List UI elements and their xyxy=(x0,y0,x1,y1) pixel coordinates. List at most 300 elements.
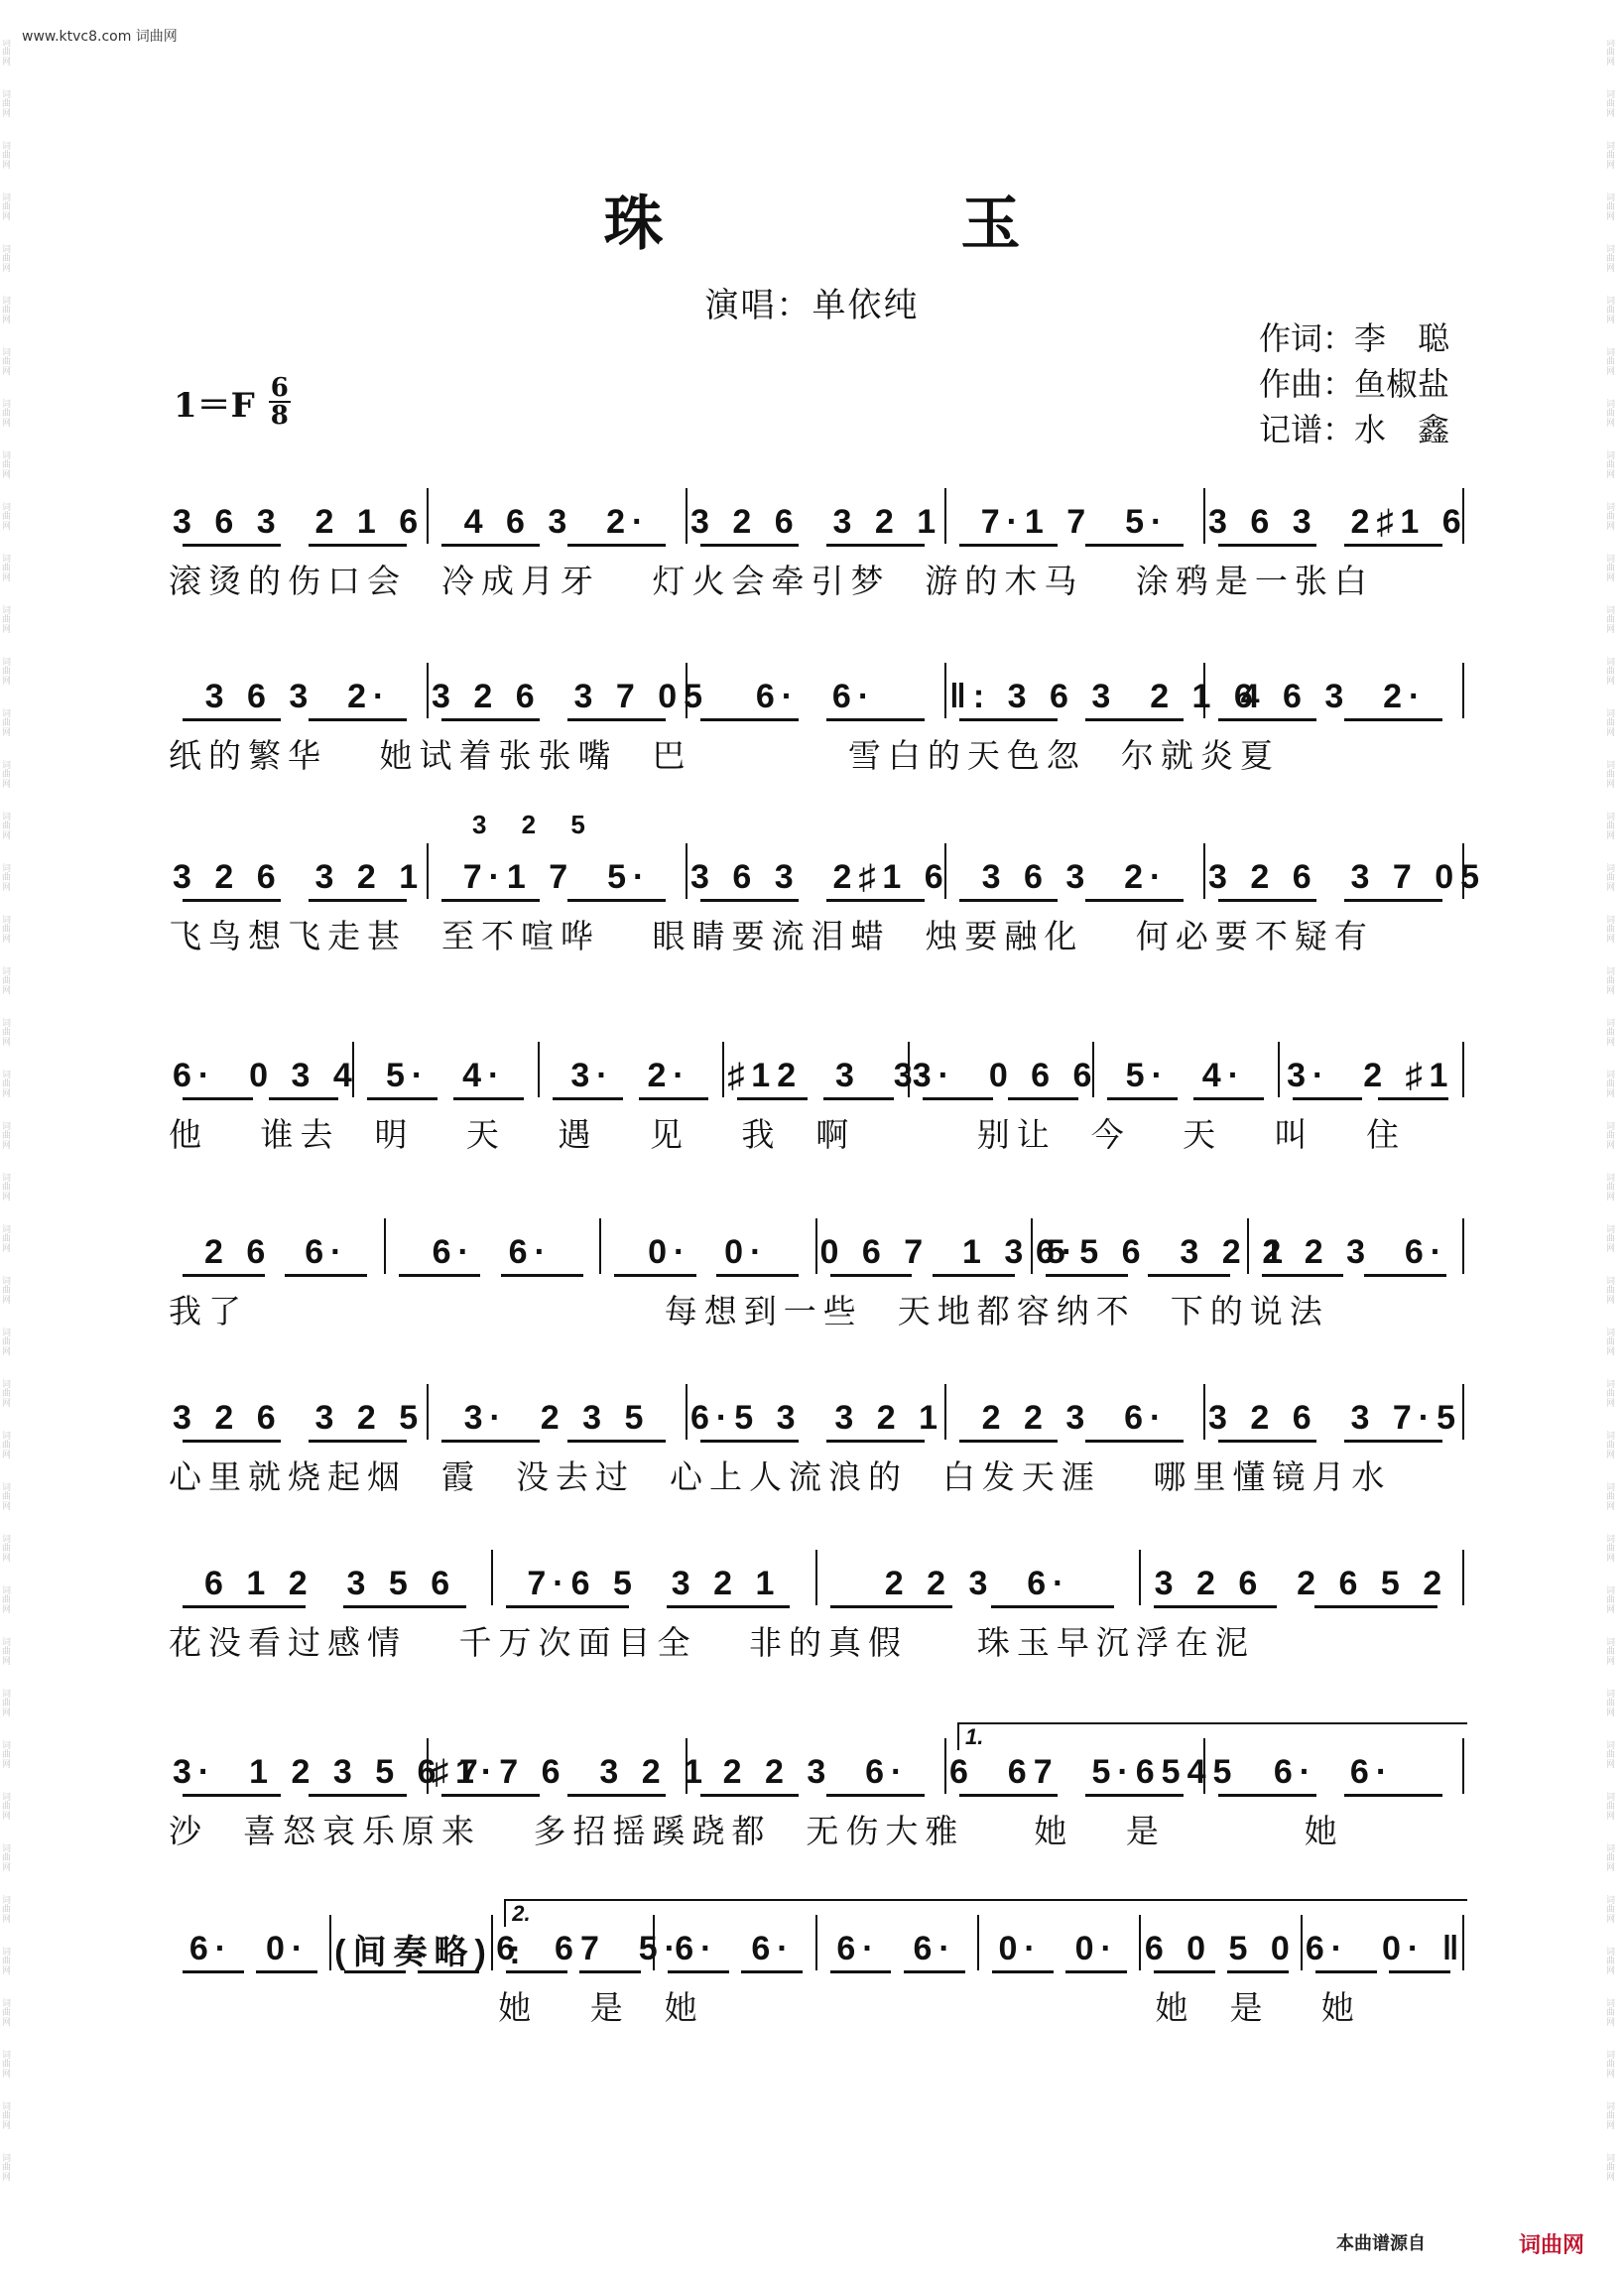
measure: (间奏略) : xyxy=(334,1933,528,1971)
measure: 3 6 3 2♯1 6 xyxy=(690,857,950,896)
system-6 xyxy=(169,1374,1463,1503)
barline xyxy=(1092,1042,1094,1097)
beam xyxy=(1154,1605,1277,1608)
barline xyxy=(491,1550,493,1605)
watermark-text: 词曲网 xyxy=(1606,967,1616,996)
measure: 2 2 3 6· xyxy=(722,1752,910,1791)
watermark-text: 词曲网 xyxy=(1606,864,1616,893)
watermark-text: 词曲网 xyxy=(2,142,12,171)
watermark-text: 词曲网 xyxy=(1606,761,1616,790)
barline xyxy=(1462,663,1464,718)
watermark-text: 词曲网 xyxy=(1606,2102,1616,2131)
beam xyxy=(441,544,540,547)
beam xyxy=(1389,1970,1450,1973)
volta-bracket: 2. xyxy=(504,1899,1467,1927)
measure: 4 6 3 2· xyxy=(463,502,651,541)
watermark-text: 词曲网 xyxy=(2,503,12,532)
barline xyxy=(352,1042,354,1097)
measure: 3 6 3 2· xyxy=(981,857,1169,896)
watermark-text: 词曲网 xyxy=(1606,1174,1616,1202)
watermark-text: 词曲网 xyxy=(1606,297,1616,325)
measure: 6·5 6 3 2 1 xyxy=(1036,1232,1291,1271)
watermark-text: 词曲网 xyxy=(2,348,12,377)
beam xyxy=(991,1605,1114,1608)
watermark-text: 词曲网 xyxy=(2,451,12,480)
beam xyxy=(716,1274,799,1277)
beam xyxy=(183,544,281,547)
beam xyxy=(614,1274,696,1277)
beam xyxy=(1148,1274,1230,1277)
watermark-text: 词曲网 xyxy=(2,297,12,325)
beam xyxy=(1344,1440,1442,1443)
footer-logo[interactable]: 词曲网 xyxy=(1518,2233,1584,2258)
beam xyxy=(826,1440,925,1443)
credits-block xyxy=(1259,316,1449,452)
lyrics-line: 心里就烧起烟 霞 没去过 心上人流浪的 白发天涯 哪里懂镜月水 xyxy=(169,1457,1392,1496)
barline xyxy=(1031,1218,1033,1274)
barline xyxy=(1139,1550,1141,1605)
measure: 4 6 3 2· xyxy=(1240,677,1428,715)
beam xyxy=(826,718,925,721)
beam xyxy=(826,544,925,547)
watermark-text: 词曲网 xyxy=(1606,1535,1616,1564)
barline xyxy=(427,843,429,899)
barline xyxy=(1278,1042,1280,1097)
barline xyxy=(1203,488,1205,544)
beam xyxy=(309,1794,407,1797)
beam xyxy=(309,718,407,721)
watermark-text: 词曲网 xyxy=(2,1793,12,1822)
measure: 6·5 3 3 2 1 xyxy=(690,1398,945,1437)
beam xyxy=(183,718,281,721)
measure: 6· 0· xyxy=(188,1929,311,1967)
beam xyxy=(700,544,799,547)
lyrics-line: 滚烫的伤口会 冷成月牙 灯火会牵引梦 游的木马 涂鸦是一张白 xyxy=(169,562,1374,600)
beam xyxy=(501,1274,583,1277)
watermark-text: 词曲网 xyxy=(1606,2051,1616,2080)
beam xyxy=(1218,1440,1316,1443)
watermark-strip-right xyxy=(1606,40,1622,2237)
barline xyxy=(722,1042,724,1097)
watermark-text: 词曲网 xyxy=(2,709,12,738)
watermark-text: 词曲网 xyxy=(2,1328,12,1357)
barline xyxy=(1462,1042,1464,1097)
beam xyxy=(183,1274,265,1277)
notes-row xyxy=(169,478,1468,548)
notes-row xyxy=(169,653,1463,722)
watermark-text: 词曲网 xyxy=(1606,1122,1616,1151)
measure: 6 67 5· xyxy=(496,1929,683,1967)
watermark-text: 词曲网 xyxy=(2,658,12,687)
watermark-text: 词曲网 xyxy=(2,40,12,67)
watermark-text: 词曲网 xyxy=(2,2051,12,2080)
lyrics-line: 飞鸟想飞走甚 至不喧哗 眼睛要流泪蜡 烛要融化 何必要不疑有 xyxy=(169,917,1374,955)
beam xyxy=(1344,899,1442,902)
beam xyxy=(1046,1274,1128,1277)
barline xyxy=(1462,1218,1464,1274)
barline xyxy=(944,488,946,544)
measure: 2 2 3 6· xyxy=(884,1564,1071,1602)
beam xyxy=(1344,1794,1442,1797)
barline xyxy=(1462,843,1464,899)
watermark-text: 词曲网 xyxy=(2,864,12,893)
barline xyxy=(1203,663,1205,718)
footer-source-text: 本曲谱源自 xyxy=(1336,2233,1426,2254)
measure: 6 67 5·6545 xyxy=(949,1752,1239,1791)
watermark-text: 词曲网 xyxy=(1606,1225,1616,1254)
measure: 0· 0· xyxy=(648,1232,769,1271)
barline xyxy=(538,1042,540,1097)
measure: 6 1 2 3 5 6 xyxy=(204,1564,457,1602)
singer-credit: 演唱：单依纯 xyxy=(704,286,920,325)
watermark-text: 词曲网 xyxy=(2,761,12,790)
measure: ♯1·7 6 3 2 1 xyxy=(432,1752,710,1791)
watermark-text: 词曲网 xyxy=(1606,1328,1616,1357)
barline xyxy=(329,1915,331,1970)
beam xyxy=(343,1605,466,1608)
watermark-text: 词曲网 xyxy=(1606,1638,1616,1667)
measure: 2 6 6· xyxy=(204,1232,349,1271)
watermark-text: 词曲网 xyxy=(2,1741,12,1770)
beam xyxy=(1344,544,1442,547)
watermark-text: 词曲网 xyxy=(2,1690,12,1718)
watermark-strip-left xyxy=(2,40,18,2237)
watermark-text: 词曲网 xyxy=(1606,40,1616,67)
watermark-text: 词曲网 xyxy=(1606,1483,1616,1512)
barline xyxy=(686,843,687,899)
beam xyxy=(441,718,540,721)
beam xyxy=(441,1440,540,1443)
beam xyxy=(1314,1605,1437,1608)
watermark-text: 词曲网 xyxy=(2,1225,12,1254)
beam xyxy=(579,1970,641,1973)
watermark-text: 词曲网 xyxy=(2,1896,12,1925)
watermark-text: 词曲网 xyxy=(1606,1019,1616,1048)
beam xyxy=(1344,718,1442,721)
watermark-text: 词曲网 xyxy=(2,1432,12,1460)
measure: 7·6 5 3 2 1 xyxy=(527,1564,782,1602)
watermark-text: 词曲网 xyxy=(2,1019,12,1048)
watermark-text: 词曲网 xyxy=(2,245,12,274)
measure: 5· 4· xyxy=(1125,1056,1247,1094)
beam xyxy=(1085,1794,1184,1797)
barline xyxy=(686,1738,687,1794)
beam xyxy=(737,1097,808,1100)
beam xyxy=(1218,544,1316,547)
beam xyxy=(183,1097,253,1100)
watermark-text: 词曲网 xyxy=(1606,1380,1616,1409)
system-7 xyxy=(169,1540,1463,1669)
watermark-text: 词曲网 xyxy=(2,606,12,635)
beam xyxy=(1364,1274,1446,1277)
alternate-notes: 3 2 5 xyxy=(472,810,599,839)
measure: 5· 4· xyxy=(385,1056,507,1094)
measure: 3 2 6 3 7 05 xyxy=(432,677,710,715)
watermark-text: 词曲网 xyxy=(1606,555,1616,583)
measure: 3· 2· xyxy=(570,1056,691,1094)
watermark-text: 词曲网 xyxy=(1606,658,1616,687)
watermark-text: 词曲网 xyxy=(2,1122,12,1151)
barline xyxy=(1203,843,1205,899)
watermark-text: 词曲网 xyxy=(1606,245,1616,274)
watermark-text: 词曲网 xyxy=(2,1586,12,1615)
composer-credit: 作曲：鱼椒盐 xyxy=(1258,365,1449,403)
watermark-text: 词曲网 xyxy=(2,1380,12,1409)
measure: 2 2 3 6· xyxy=(981,1398,1169,1437)
watermark-text: 词曲网 xyxy=(1606,193,1616,222)
barline xyxy=(944,663,946,718)
beam xyxy=(959,1440,1058,1443)
measure: 6· 0· ‖ xyxy=(1305,1929,1466,1967)
lyrics-line: 纸的繁华 她试着张张嘴 巴 雪白的天色忽 尔就炎夏 xyxy=(169,736,1280,775)
measure: 3 6 3 2♯1 6 xyxy=(1208,502,1468,541)
transcriber-credit: 记谱：水 鑫 xyxy=(1258,411,1449,448)
beam xyxy=(959,899,1058,902)
beam xyxy=(1218,899,1316,902)
volta-bracket: 1. xyxy=(957,1722,1467,1750)
beam xyxy=(367,1097,437,1100)
beam xyxy=(1227,1970,1289,1973)
beam xyxy=(1085,1440,1184,1443)
measure: 6· 6· xyxy=(432,1232,553,1271)
beam xyxy=(823,1097,894,1100)
beam xyxy=(959,544,1058,547)
beam xyxy=(506,1970,567,1973)
watermark-text: 词曲网 xyxy=(1606,503,1616,532)
watermark-text: 词曲网 xyxy=(2,1948,12,1976)
measure: 2 2 3 6· xyxy=(1262,1232,1449,1271)
beam xyxy=(553,1097,623,1100)
barline xyxy=(1462,1550,1464,1605)
beam xyxy=(826,899,925,902)
beam xyxy=(923,1097,993,1100)
watermark-text: 词曲网 xyxy=(2,1174,12,1202)
lyrics-line: 花没看过感情 千万次面目全 非的真假 珠玉早沉浮在泥 xyxy=(169,1623,1255,1662)
barline xyxy=(491,1915,493,1970)
system-4 xyxy=(169,1032,1463,1161)
beam xyxy=(1218,718,1316,721)
beam xyxy=(399,1274,481,1277)
barline xyxy=(599,1218,601,1274)
meter-top: 6 xyxy=(270,373,289,403)
watermark-text: 词曲网 xyxy=(2,1535,12,1564)
barline xyxy=(686,488,687,544)
beam xyxy=(830,1970,892,1973)
measure: 3 6 3 2 1 6 xyxy=(173,502,426,541)
beam xyxy=(1065,1970,1127,1973)
barline xyxy=(944,1738,946,1794)
barline xyxy=(384,1218,386,1274)
system-3 xyxy=(169,810,1487,962)
beam xyxy=(959,1794,1058,1797)
watermark-text: 词曲网 xyxy=(2,2102,12,2131)
beam xyxy=(1293,1097,1363,1100)
barline xyxy=(427,663,429,718)
beam xyxy=(269,1097,339,1100)
time-signature xyxy=(269,375,291,429)
beam xyxy=(1085,899,1184,902)
beam xyxy=(183,1605,306,1608)
beam xyxy=(453,1097,524,1100)
watermark-text: 词曲网 xyxy=(2,1638,12,1667)
beam xyxy=(1378,1097,1448,1100)
barline xyxy=(1462,1384,1464,1440)
watermark-text: 词曲网 xyxy=(1606,451,1616,480)
measure: 6· 6· xyxy=(755,677,877,715)
measure: 3 2 6 3 2 5 xyxy=(173,1398,426,1437)
beam xyxy=(309,1440,407,1443)
beam xyxy=(1193,1097,1264,1100)
beam xyxy=(667,1605,790,1608)
system-5 xyxy=(169,1208,1463,1337)
beam xyxy=(700,718,799,721)
beam xyxy=(1262,1274,1344,1277)
beam xyxy=(904,1970,965,1973)
beam xyxy=(826,1794,925,1797)
watermark-text: 词曲网 xyxy=(2,916,12,945)
watermark-text: 词曲网 xyxy=(1606,1793,1616,1822)
lyrics-line: 他 谁去 明 天 遇 见 我 啊 别让 今 天 叫 住 xyxy=(169,1115,1407,1154)
measure: 7·1 7 5· xyxy=(980,502,1170,541)
key-label: 1＝F xyxy=(174,385,255,426)
system-8 xyxy=(169,1724,1463,1857)
measure: 3· 1 2 3 5 6 7 xyxy=(173,1752,485,1791)
watermark-text: 词曲网 xyxy=(2,1999,12,2028)
beam xyxy=(183,1794,281,1797)
beam xyxy=(567,718,666,721)
measure: 3 2 6 2 6 5 2 xyxy=(1154,1564,1449,1602)
lyrics-line: 我了 每想到一些 天地都容纳不 下的说法 xyxy=(169,1292,1329,1330)
beam xyxy=(567,544,666,547)
beam xyxy=(830,1605,953,1608)
measure: ‖: 3 6 3 2 1 6 xyxy=(949,677,1260,715)
measure: 7·1 7 5· xyxy=(462,857,652,896)
measure: 6· 6· xyxy=(1273,1752,1395,1791)
beam xyxy=(309,544,407,547)
site-url[interactable]: www.ktvc8.com 词曲网 xyxy=(22,29,178,45)
barline xyxy=(944,843,946,899)
watermark-text: 词曲网 xyxy=(2,400,12,429)
beam xyxy=(639,1097,709,1100)
watermark-text: 词曲网 xyxy=(2,555,12,583)
notes-row xyxy=(169,1540,1463,1609)
beam xyxy=(256,1970,317,1973)
measure: 3· 2 3 5 xyxy=(463,1398,651,1437)
beam xyxy=(1107,1097,1178,1100)
beam xyxy=(183,1970,244,1973)
measure: 3 2 6 3 2 1 xyxy=(690,502,943,541)
notes-row xyxy=(169,833,1487,903)
watermark-text: 词曲网 xyxy=(1606,606,1616,635)
beam xyxy=(700,1794,799,1797)
beam xyxy=(741,1970,803,1973)
measure: 0 6 7 1 3 5 xyxy=(819,1232,1072,1271)
watermark-text: 词曲网 xyxy=(2,967,12,996)
measure: 3 6 3 2· xyxy=(204,677,392,715)
watermark-text: 词曲网 xyxy=(2,1071,12,1099)
beam xyxy=(668,1970,729,1973)
watermark-text: 词曲网 xyxy=(1606,1690,1616,1718)
measure: ♯12 3 3· xyxy=(727,1056,938,1094)
system-1 xyxy=(169,478,1468,607)
watermark-text: 词曲网 xyxy=(1606,1432,1616,1460)
watermark-text: 词曲网 xyxy=(1606,709,1616,738)
beam xyxy=(441,899,540,902)
meter-bottom: 8 xyxy=(270,401,289,431)
watermark-text: 词曲网 xyxy=(1606,1844,1616,1873)
barline xyxy=(427,488,429,544)
lyrics-line: 她 是 她 她 是 她 xyxy=(169,1988,1361,2027)
beam xyxy=(992,1970,1054,1973)
watermark-text: 词曲网 xyxy=(1606,1586,1616,1615)
watermark-text: 词曲网 xyxy=(2,813,12,841)
beam xyxy=(1085,718,1184,721)
watermark-text: 词曲网 xyxy=(1606,1999,1616,2028)
beam xyxy=(309,899,407,902)
system-9 xyxy=(169,1901,1466,2034)
measure: 6· 6· xyxy=(836,1929,957,1967)
barline xyxy=(815,1218,817,1274)
beam xyxy=(830,1274,913,1277)
lyricist-credit: 作词：李 聪 xyxy=(1258,319,1449,357)
measure: 3· 2 ♯1 xyxy=(1287,1056,1455,1094)
watermark-text: 词曲网 xyxy=(1606,348,1616,377)
watermark-text: 词曲网 xyxy=(2,193,12,222)
barline xyxy=(944,1384,946,1440)
beam xyxy=(441,1794,540,1797)
watermark-text: 词曲网 xyxy=(2,1277,12,1306)
barline xyxy=(815,1550,817,1605)
watermark-text: 词曲网 xyxy=(1606,813,1616,841)
measure: 6· 0 3 4 xyxy=(173,1056,359,1094)
watermark-text: 词曲网 xyxy=(1606,1948,1616,1976)
beam xyxy=(933,1274,1015,1277)
barline xyxy=(427,1738,429,1794)
beam xyxy=(285,1274,367,1277)
beam xyxy=(1008,1097,1078,1100)
beam xyxy=(1154,1970,1215,1973)
watermark-text: 词曲网 xyxy=(1606,916,1616,945)
watermark-text: 词曲网 xyxy=(1606,142,1616,171)
notes-row xyxy=(169,1032,1463,1101)
watermark-text: 词曲网 xyxy=(2,1844,12,1873)
barline xyxy=(686,663,687,718)
beam xyxy=(506,1605,629,1608)
measure: 3 2 6 3 7 05 xyxy=(1208,857,1487,896)
lyrics-line: 沙 喜怒哀乐原来 多招摇蹊跷都 无伤大雅 她 是 她 xyxy=(169,1812,1344,1850)
barline xyxy=(686,1384,687,1440)
watermark-text: 词曲网 xyxy=(1606,1896,1616,1925)
watermark-text: 词曲网 xyxy=(1606,1071,1616,1099)
beam xyxy=(567,1794,666,1797)
notes-row xyxy=(169,1208,1463,1278)
system-2 xyxy=(169,653,1463,782)
barline xyxy=(908,1042,910,1097)
song-title: 珠 玉 xyxy=(603,190,1140,259)
beam xyxy=(700,1440,799,1443)
beam xyxy=(183,899,281,902)
watermark-text: 词曲网 xyxy=(2,1483,12,1512)
beam xyxy=(567,899,666,902)
beam xyxy=(1218,1794,1316,1797)
notes-row xyxy=(169,1374,1463,1444)
barline xyxy=(1462,488,1464,544)
measure: 6 0 5 0 xyxy=(1144,1929,1297,1967)
beam xyxy=(183,1440,281,1443)
beam xyxy=(418,1970,479,1973)
watermark-text: 词曲网 xyxy=(1606,1277,1616,1306)
beam xyxy=(959,718,1058,721)
